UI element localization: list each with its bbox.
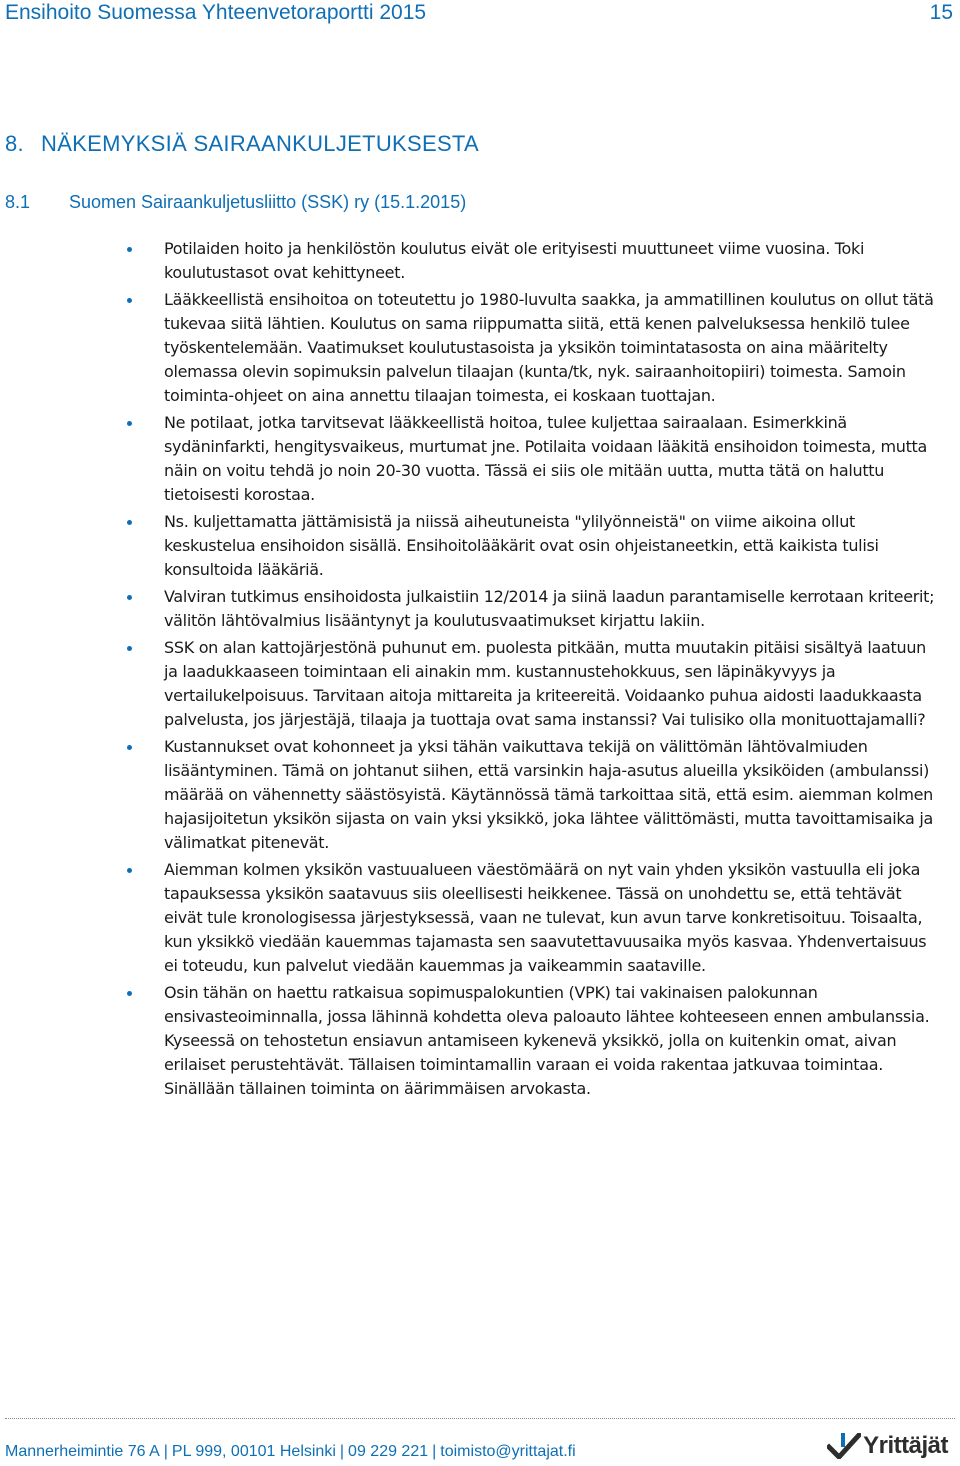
bullet-icon [127, 991, 132, 996]
list-item [0, 735, 960, 855]
bullet-icon [127, 646, 132, 651]
bullet-icon [127, 298, 132, 303]
bullet-icon [127, 247, 132, 252]
yrittajat-logo [827, 1431, 948, 1461]
list-item [0, 981, 960, 1101]
finnish-flag-check-icon [827, 1433, 861, 1459]
footer-phone: 09 229 221 [348, 1443, 429, 1460]
bullet-icon [127, 745, 132, 750]
bullet-list [0, 237, 960, 1104]
footer-postal: PL 999, 00101 Helsinki [171, 1443, 336, 1460]
section-heading [5, 131, 479, 157]
subsection-heading [5, 192, 466, 213]
list-item-text: Ns. kuljettamatta jättämisistä ja niissä aiheutuneista "ylilyönneistä" on viime aikoina ollut keskustelua ensihoidon sisällä. Ensihoitolääkärit ovat osin ohjeistaneetkin, että kaikista tulisi konsultoida lääkäriä. [164, 512, 879, 579]
list-item-text: Kustannukset ovat kohonneet ja yksi tähän vaikuttava tekijä on välittömän lähtövalmiuden lisääntyminen. Tämä on johtanut siihen, että varsinkin haja-asutus alueilla yksiköiden (ambulanssi) määrää on vähennetty säästösyistä. Käytännössä tämä tarkoittaa sitä, että esim. aiemman kolmen hajasijoitetun yksikön sijasta on vain yksi yksikkö, joka lähtee välittömästi, mutta tavoittamisaika ja välimatkat pitenevät. [164, 737, 934, 852]
list-item-text: Lääkkeellistä ensihoitoa on toteutettu jo 1980-luvulta saakka, ja ammatillinen koulutus on ollut tätä tukevaa siitä lähtien. Koulutus on sama riippumatta siitä, että kenen palveluksessa henkilö tulee työskentelemään. Vaatimukset koulutustasoista ja yksikön toimintatasosta on aina määritelty olemassa olevin sopimuksin palvelun tilaajan (kunta/tk, nyk. sairaanhoitopiiri) toimesta. Samoin toiminta-ohjeet on aina annettu tilaajan toimesta, ei koskaan tuottajan. [164, 290, 934, 405]
list-item-text: SSK on alan kattojärjestönä puhunut em. puolesta pitkään, mutta muutakin pitäisi sisältyä laatuun ja laadukkaaseen toimintaan eli ainakin mm. kustannustehokkuus, sen läpinäkyvyys ja vertailukelpoisuus. Tarvitaan aitoja mittareita ja kriteereitä. Voidaanko puhua aidosti laadukkaasta palvelusta, jos järjestäjä, tilaaja ja tuottaja ovat sama instanssi? Vai tulisiko olla monituottajamalli? [164, 638, 927, 729]
subsection-title: Suomen Sairaankuljetusliitto (SSK) ry (15.1.2015) [69, 192, 467, 212]
bullet-icon [127, 421, 132, 426]
list-item-text: Potilaiden hoito ja henkilöstön koulutus eivät ole erityisesti muuttuneet viime vuosina. Toki koulutustasot ovat kehittyneet. [164, 239, 865, 282]
list-item [0, 411, 960, 507]
list-item-text: Osin tähän on haettu ratkaisua sopimuspalokuntien (VPK) tai vakinaisen palokunnan ensivasteoiminnalla, jossa lähinnä kohdetta oleva paloauto lähtee kohteeseen ennen ambulanssia. Kyseessä on tehostetun ensiavun antamiseen kykenevä yksikkö, jolla on kuitenkin omat, aivan erilaiset perustehtävät. Tällaisen toimintamallin varaan ei voida rakentaa jatkuvaa toimintaa. Sinällään tällainen toiminta on äärimmäisen arvokasta. [164, 983, 930, 1098]
list-item-text: Aiemman kolmen yksikön vastuualueen väestömäärä on nyt vain yhden yksikön vastuulla eli joka tapauksessa yksikön saatavuus siis oleellisesti heikkenee. Tässä on unohdettu se, että tehtävät eivät tule kronologisessa järjestyksessä, vaan ne tulevat, kun avun tarve konkretisoituu. Toisaalta, kun yksikkö viedään kauemmas tajamasta sen saavutettavuusaika myös kasvaa. Yhdenvertaisuus ei toteudu, kun palvelut viedään kauemmas ja vaikeammin saataville. [164, 860, 927, 975]
bullet-icon [127, 520, 132, 525]
footer-contact [5, 1443, 576, 1461]
page-header [5, 0, 955, 30]
footer-separator: | [339, 1443, 345, 1460]
footer-separator: | [163, 1443, 168, 1460]
list-item-text: Ne potilaat, jotka tarvitsevat lääkkeellistä hoitoa, tulee kuljettaa sairaalaan. Esimerkkinä sydäninfarkti, hengitysvaikeus, murtumat jne. Potilaita voidaan lääkitä ensihoidon toimesta, mutta näin on voitu tehdä jo noin 20-30 vuotta. Tässä ei siis ole mitään uutta, mutta tätä on haluttu tietoisesti korostaa. [164, 413, 928, 504]
section-number: 8. [5, 131, 24, 156]
list-item [0, 636, 960, 732]
section-title: NÄKEMYKSIÄ SAIRAANKULJETUKSESTA [41, 131, 480, 156]
list-item [0, 288, 960, 408]
bullet-icon [127, 868, 132, 873]
list-item [0, 585, 960, 633]
footer-divider [5, 1418, 955, 1419]
list-item [0, 237, 960, 285]
list-item [0, 858, 960, 978]
list-item-text: Valviran tutkimus ensihoidosta julkaistiin 12/2014 ja siinä laadun parantamiselle kerrotaan kriteerit; välitön lähtövalmius lisääntynyt ja koulutusvaatimukset kirjattu lakiin. [164, 587, 935, 630]
footer-separator: | [432, 1443, 437, 1460]
list-item [0, 510, 960, 582]
subsection-number: 8.1 [5, 192, 31, 212]
logo-text: Yrittäjät [863, 1432, 948, 1459]
bullet-icon [127, 595, 132, 600]
footer-email-link[interactable]: toimisto@yrittajat.fi [440, 1443, 576, 1460]
footer-address: Mannerheimintie 76 A [5, 1443, 160, 1460]
report-title: Ensihoito Suomessa Yhteenvetoraportti 2015 [5, 1, 427, 24]
page-number: 15 [929, 1, 953, 24]
